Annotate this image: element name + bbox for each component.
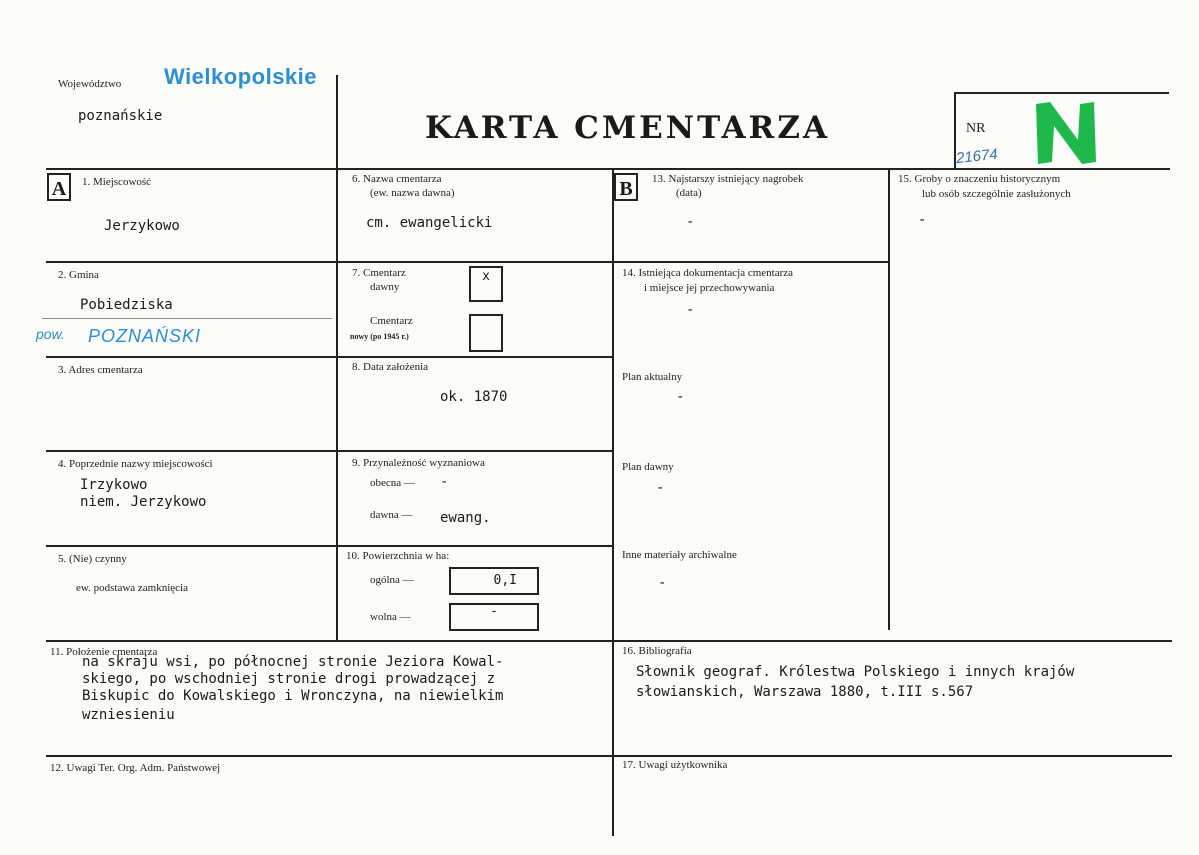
f2-underline [42,318,332,319]
f7b-sub: nowy (po 1945 r.) [350,332,409,341]
f14-value: - [686,302,695,318]
plan-aktualny-value: - [676,389,685,405]
colB-line-1 [612,261,888,263]
f16-label: 16. Bibliografia [622,645,692,657]
section-a-letter: A [47,173,71,201]
col3-divider [888,168,890,630]
f17-label: 17. Uwagi użytkownika [622,759,728,771]
nr-marker-letter [1034,100,1098,166]
f14-label: 14. Istniejąca dokumentacja cmentarza [622,267,794,279]
f10-ogolna-label: ogólna — [370,574,414,586]
f16-line-2: słowianskich, Warszawa 1880, t.III s.567 [636,684,974,700]
f14-sub: i miejsce jej przechowywania [644,282,775,294]
nr-marker [1034,100,1098,166]
header-separator [336,75,338,173]
nr-label: NR [966,121,986,136]
f11-line-4: wzniesieniu [82,707,175,723]
f13-value: - [686,214,695,230]
f10-ogolna-value: 0,I [493,573,517,588]
col1-divider [336,168,338,640]
f1-value: Jerzykowo [104,218,180,234]
f6-value: cm. ewangelicki [366,215,493,231]
wojewodztwo-stamp: Wielkopolskie [164,64,318,89]
f2-label: 2. Gmina [58,269,99,281]
f9-label: 9. Przynależność wyznaniowa [352,457,485,469]
f13-label: 13. Najstarszy istniejący nagrobek [652,173,804,185]
wojewodztwo-old-value: poznańskie [78,108,163,124]
col2-divider [612,168,614,836]
f12-label: 12. Uwagi Ter. Org. Adm. Państwowej [50,762,221,774]
f15-label: 15. Groby o znaczeniu historycznym [898,173,1061,185]
f9-dawna-value: ewang. [440,510,491,526]
f11-line-1: na skraju wsi, po północnej stronie Jeziora Kowal- [82,654,504,670]
row-line-5 [46,640,1172,642]
f13-sub: (data) [676,187,702,199]
f2-hand-prefix: pow. [36,326,65,342]
inne-label: Inne materiały archiwalne [622,549,737,561]
f6-label: 6. Nazwa cmentarza [352,173,442,185]
nr-box-top [955,92,1169,94]
f5-sub: ew. podstawa zamknięcia [76,582,188,594]
section-b-letter: B [614,173,638,201]
f5-label: 5. (Nie) czynny [58,553,127,565]
row-line-2 [46,356,612,358]
plan-aktualny-label: Plan aktualny [622,371,683,383]
f4-value-1: Irzykowo [80,477,148,493]
f10-wolna-box [449,603,539,631]
inne-value: - [658,575,667,591]
f9-dawna-label: dawna — [370,509,413,521]
row-line-6 [46,755,1172,757]
f15-sub: lub osób szczególnie zasłużonych [922,188,1071,200]
f10-ogolna-box [449,567,539,595]
f10-wolna-value: - [490,604,498,619]
f16-line-1: Słownik geograf. Królestwa Polskiego i innych krajów [636,664,1075,680]
f9-obecna-value: - [440,474,449,490]
f1-label: 1. Miejscowość [82,176,152,188]
f10-label: 10. Powierzchnia w ha: [346,550,450,562]
wojewodztwo-label: Województwo [58,78,122,90]
f4-value-2: niem. Jerzykowo [80,494,207,510]
f8-value: ok. 1870 [440,389,508,405]
row-line-4 [46,545,612,547]
plan-dawny-value: - [656,480,665,496]
f7-checkbox-new[interactable] [469,314,503,352]
f15-value: - [918,212,927,228]
f11-line-3: Biskupic do Kowalskiego i Wronczyna, na niewielkim [82,688,504,704]
f4-label: 4. Poprzednie nazwy miejscowości [58,458,213,470]
f9-obecna-label: obecna — [370,477,415,489]
card-title: KARTA CMENTARZA [425,110,830,146]
f7-check-mark: x [482,269,490,284]
nr-handwritten: 21674 [955,145,999,168]
grid-top-line [46,168,1170,170]
f11-line-2: skiego, po wschodniej stronie drogi prowadzącej z [82,671,496,687]
f6-sub: (ew. nazwa dawna) [370,187,455,199]
f7-checkbox-old[interactable] [469,266,503,302]
f2-hand-value: POZNAŃSKI [88,326,202,346]
f2-value: Pobiedziska [80,297,173,313]
f7b-label: Cmentarz [370,315,413,327]
f10-wolna-label: wolna — [370,611,411,623]
row-line-1 [46,261,612,263]
f11-label: 11. Położenie cmentarza [50,646,158,658]
f7-label: 7. Cmentarz [352,267,406,279]
f3-label: 3. Adres cmentarza [58,364,143,376]
f7-sub: dawny [370,281,400,293]
row-line-3 [46,450,612,452]
f8-label: 8. Data założenia [352,361,429,373]
plan-dawny-label: Plan dawny [622,461,674,473]
